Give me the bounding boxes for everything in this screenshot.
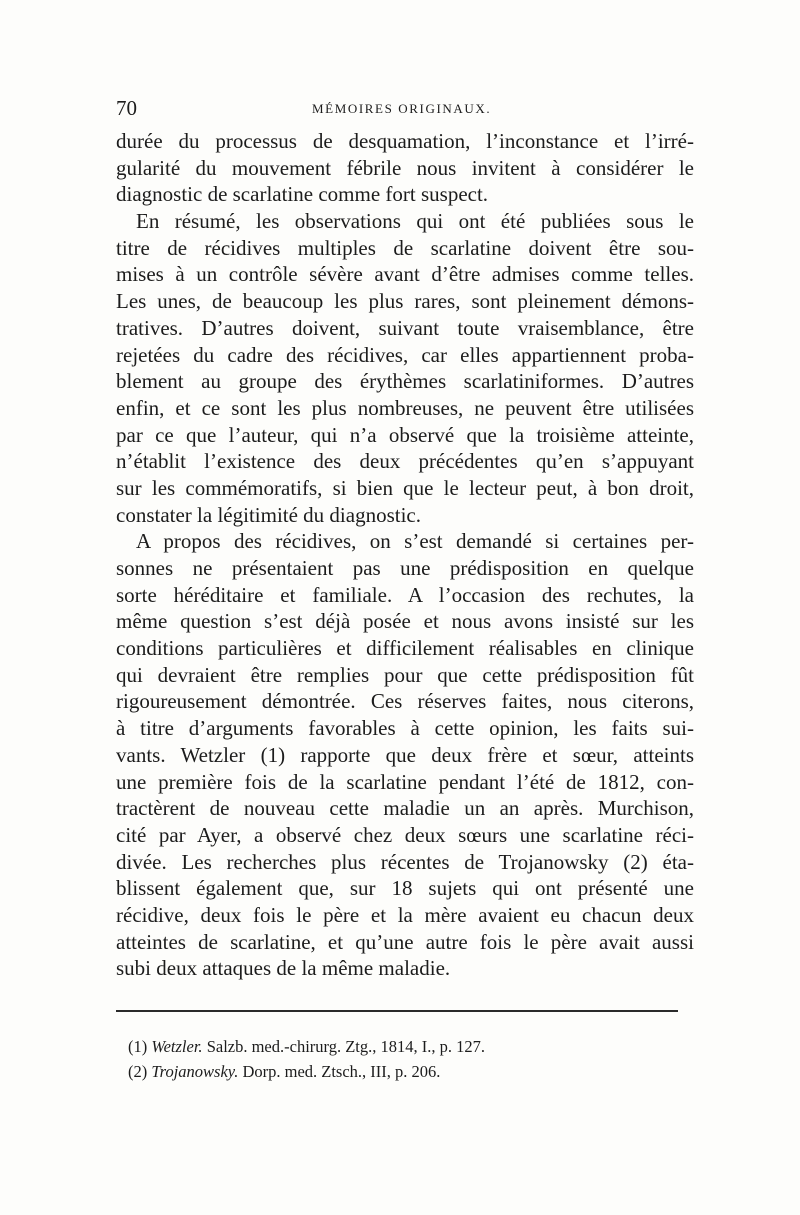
text-line: constater la légitimité du diagnostic. — [116, 502, 422, 527]
text-line: sonnes ne présentaient pas une prédisposition en quelque — [116, 556, 694, 580]
text-line: subi deux attaques de la même maladie. — [116, 956, 451, 981]
footnote — [128, 1034, 688, 1059]
page-header — [116, 96, 690, 124]
footnote-marker: (2) — [128, 1062, 148, 1081]
text-line: sorte héréditaire et familiale. A l’occasion des rechutes, la — [116, 582, 694, 607]
footnotes — [128, 1034, 688, 1084]
text-line: tratives. D’autres doivent, suivant toute vraisemblance, être — [116, 315, 694, 340]
footnote-marker: (1) — [128, 1037, 148, 1056]
text-line: blissent également que, sur 18 sujets qui ont présenté une — [116, 876, 694, 901]
text-line: sur les commémoratifs, si bien que le lecteur peut, à bon droit, — [116, 475, 694, 500]
text-line: vants. Wetzler (1) rapporte que deux frère et sœur, atteints — [116, 742, 694, 767]
text-line: durée du processus de desquamation, l’inconstance et l’irré- — [116, 129, 694, 153]
text-line: atteintes de scarlatine, et qu’une autre fois le père avait aussi — [116, 929, 694, 954]
text-line: divée. Les recherches plus récentes de Trojanowsky (2) éta- — [116, 849, 694, 874]
footnote-citation: Dorp. med. Ztsch., III, p. 206. — [242, 1062, 441, 1081]
text-line: Les unes, de beaucoup les plus rares, sont pleinement démons- — [116, 289, 694, 314]
text-line: enfin, et ce sont les plus nombreuses, ne peuvent être utilisées — [116, 395, 694, 420]
footnote — [128, 1059, 688, 1084]
text-line: cité par Ayer, a observé chez deux sœurs une scarlatine réci- — [116, 822, 694, 847]
page-number: 70 — [116, 96, 137, 120]
footnote-divider — [116, 1010, 678, 1012]
text-line: mises à un contrôle sévère avant d’être admises comme telles. — [116, 262, 694, 287]
text-line: A propos des récidives, on s’est demandé si certaines per- — [136, 529, 694, 554]
text-line: même question s’est déjà posée et nous avons insisté sur les — [116, 609, 694, 634]
footnote-author: Wetzler. — [151, 1037, 203, 1056]
running-head: MÉMOIRES ORIGINAUX. — [312, 101, 492, 116]
text-line: diagnostic de scarlatine comme fort suspect. — [116, 182, 489, 207]
text-line: rejetées du cadre des récidives, car elles appartiennent proba- — [116, 342, 694, 367]
text-line: une première fois de la scarlatine pendant l’été de 1812, con- — [116, 769, 694, 794]
text-line: titre de récidives multiples de scarlatine doivent être sou- — [116, 235, 694, 260]
text-line: par ce que l’auteur, qui n’a observé que la troisième atteinte, — [116, 422, 694, 447]
text-line: blement au groupe des érythèmes scarlatiniformes. D’autres — [116, 369, 694, 394]
text-line: tractèrent de nouveau cette maladie un an après. Murchison, — [116, 796, 694, 821]
body-text — [116, 128, 694, 982]
text-line: gularité du mouvement fébrile nous invitent à considérer le — [116, 155, 694, 180]
footnote-citation: Salzb. med.-chirurg. Ztg., 1814, I., p. 127. — [206, 1037, 486, 1056]
text-line: récidive, deux fois le père et la mère avaient eu chacun deux — [116, 902, 694, 927]
text-line: rigoureusement démontrée. Ces réserves faites, nous citerons, — [116, 689, 694, 714]
footnote-author: Trojanowsky. — [151, 1062, 239, 1081]
text-line: qui devraient être remplies pour que cette prédisposition fût — [116, 662, 694, 687]
text-line: conditions particulières et difficilement réalisables en clinique — [116, 636, 694, 661]
text-line: n’établit l’existence des deux précédentes qu’en s’appuyant — [116, 449, 694, 474]
text-line: à titre d’arguments favorables à cette opinion, les faits sui- — [116, 716, 694, 741]
text-line: En résumé, les observations qui ont été publiées sous le — [136, 209, 694, 234]
